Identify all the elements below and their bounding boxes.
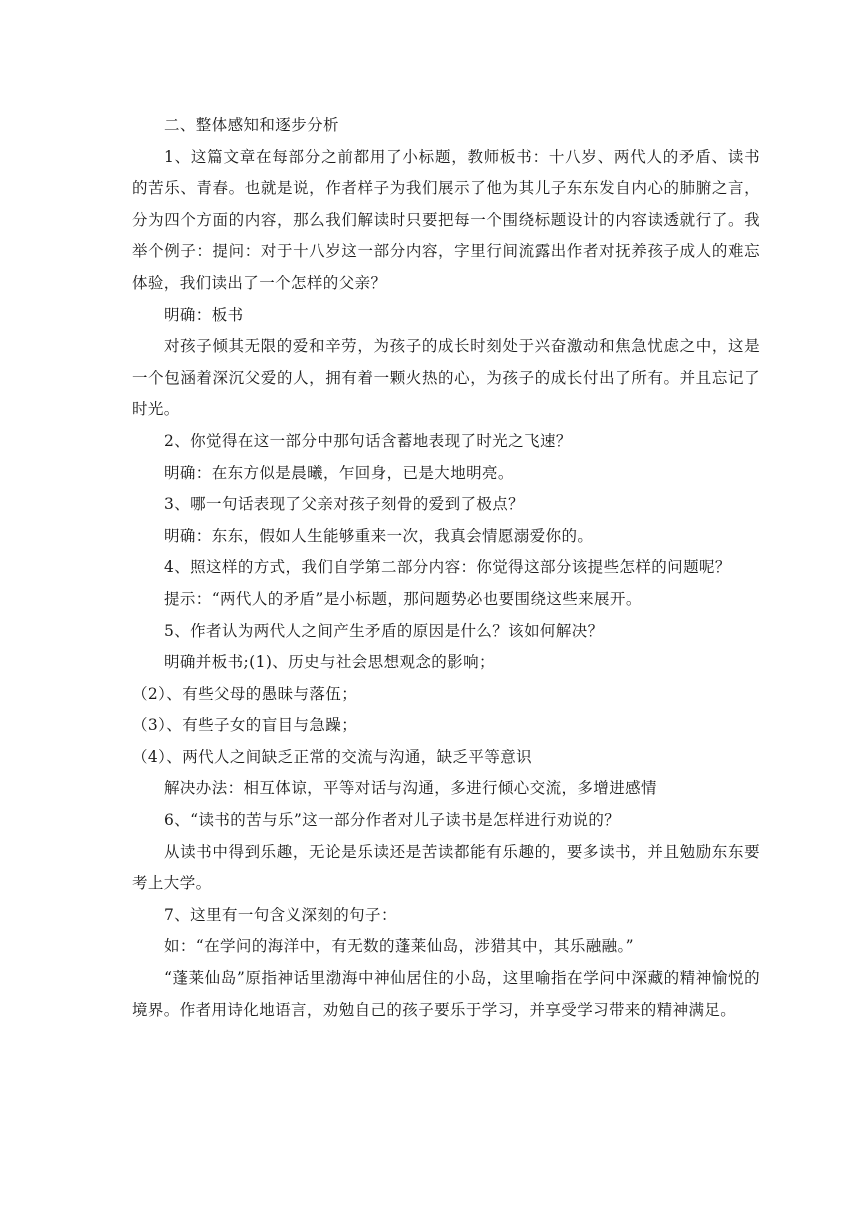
paragraph-answer-label: 明确：板书 [164,305,244,324]
paragraph-explanation: “蓬莱仙岛”原指神话里渤海中神仙居住的小岛，这里喻指在学问中深藏的精神愉悦的境界。作者用诗化地语言，劝勉自己的孩子要乐于学习，并享受学习带来的精神满足。 [132,969,760,1019]
paragraph-q4: 4、照这样的方式，我们自学第二部分内容：你觉得这部分该提些怎样的问题呢？ [164,558,731,577]
paragraph-q1: 1、这篇文章在每部分之前都用了小标题，教师板书：十八岁、两代人的矛盾、读书的苦乐、青春。也就是说，作者样子为我们展示了他为其儿子东东发自内心的肺腑之言，分为四个方面的内容，那么我们解读时只要把每一个围绕标题设计的内容读透就行了。我举个例子：提问：对于十八岁这一部分内容，字里行间流露出作者对抚养孩子成人的难忘体验，我们读出了一个怎样的父亲？ [132,147,760,292]
paragraph-q5: 5、作者认为两代人之间产生矛盾的原因是什么？该如何解决？ [164,621,604,640]
paragraph-q7: 7、这里有一句含义深刻的句子： [164,905,397,924]
paragraph-q6: 6、“读书的苦与乐”这一部分作者对儿子读书是怎样进行劝说的？ [164,811,621,830]
paragraph-a5-item4: （4）、两代人之间缺乏正常的交流与沟通，缺乏平等意识 [132,747,533,766]
paragraph-a3: 明确：东东，假如人生能够重来一次，我真会情愿溺爱你的。 [164,526,594,545]
paragraph-a6: 从读书中得到乐趣，无论是乐读还是苦读都能有乐趣的，要多读书，并且勉励东东要考上大学。 [132,842,760,893]
paragraph-solution: 解决办法：相互体谅，平等对话与沟通，多进行倾心交流，多增进感情 [164,779,657,798]
paragraph-a5-item1: 明确并板书;(1)、历史与社会思想观念的影响； [164,653,495,672]
paragraph-father-description: 对孩子倾其无限的爱和辛劳，为孩子的成长时刻处于兴奋激动和焦急忧虑之中，这是一个包涵着深沉父爱的人，拥有着一颗火热的心，为孩子的成长付出了所有。并且忘记了时光。 [132,337,760,419]
paragraph-q2: 2、你觉得在这一部分中那句话含蓄地表现了时光之飞速？ [164,431,572,450]
section-heading: 二、整体感知和逐步分析 [164,116,339,134]
paragraph-example-quote: 如：“在学问的海洋中，有无数的蓬莱仙岛，涉猎其中，其乐融融。” [164,937,635,956]
document-body [132,110,760,1026]
paragraph-q3: 3、哪一句话表现了父亲对孩子刻骨的爱到了极点？ [164,495,525,514]
paragraph-a5-item2: （2）、有些父母的愚昧与落伍； [132,684,358,703]
paragraph-a2: 明确：在东方似是晨曦，乍回身，已是大地明亮。 [164,463,514,482]
paragraph-a5-item3: （3）、有些子女的盲目与急躁； [132,716,358,735]
paragraph-hint: 提示：“两代人的矛盾”是小标题，那问题势必也要围绕这些来展开。 [164,589,642,608]
